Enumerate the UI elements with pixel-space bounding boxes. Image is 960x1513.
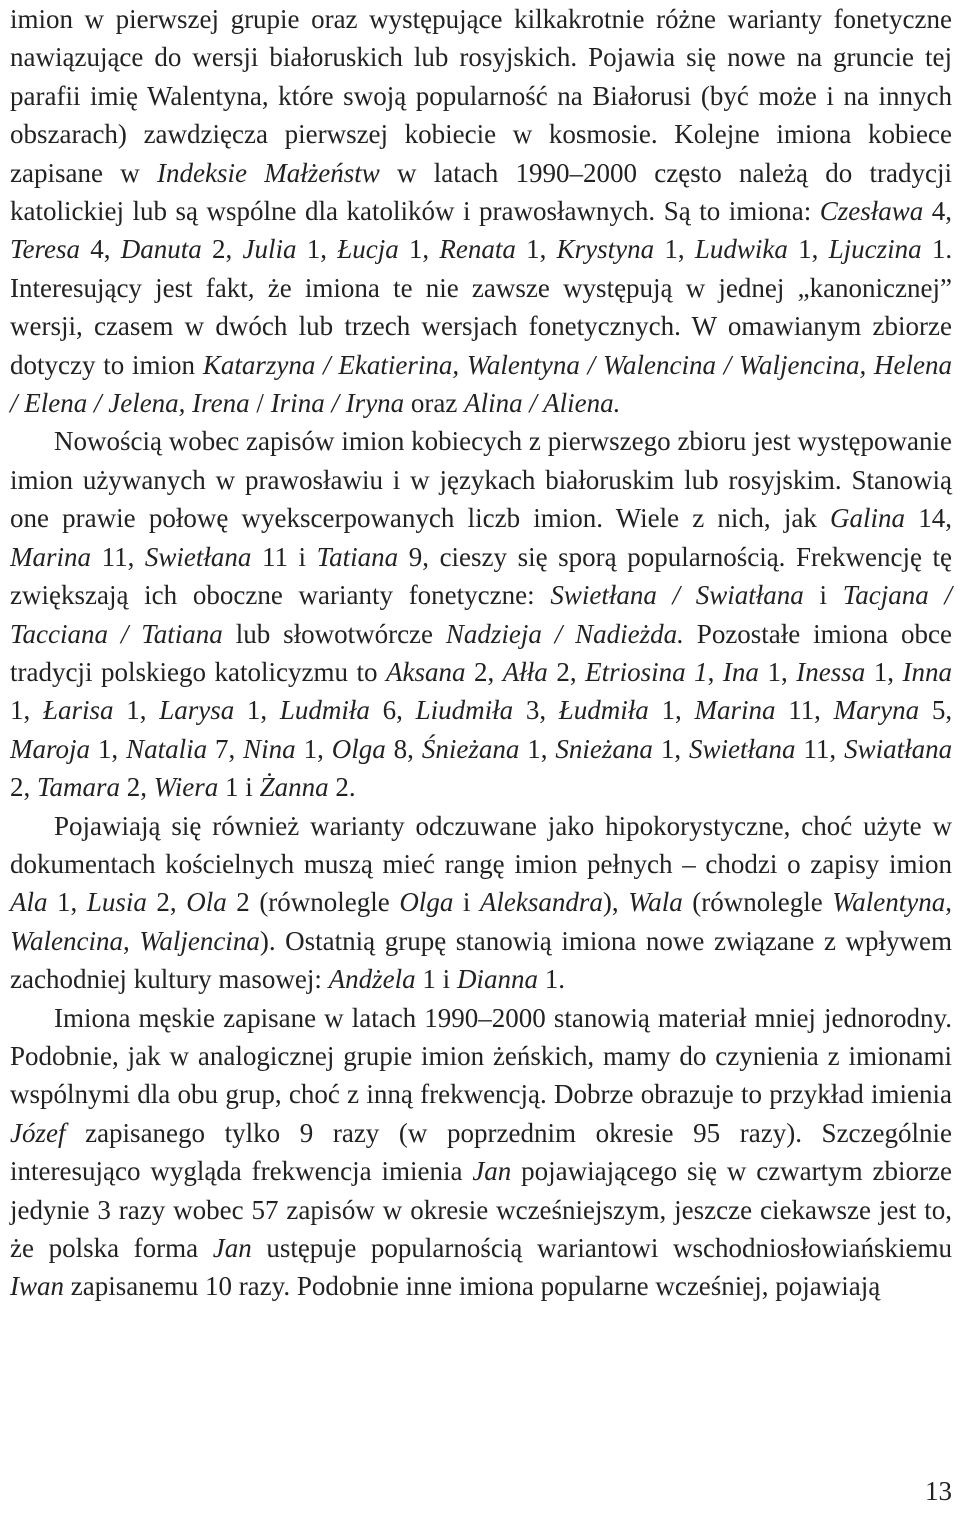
text-run: lub słowotwórcze <box>222 618 446 649</box>
text-run: 11, <box>775 695 834 726</box>
text-run: ustępuje popularnością wariantowi wschodniosłowiańskiemu <box>251 1233 952 1263</box>
text-run: 2 (równolegle <box>226 887 400 918</box>
italic-name: Marina <box>10 541 91 572</box>
text-run: 4, <box>80 234 121 265</box>
italic-name: Łucja <box>337 234 399 265</box>
italic-name: Lusia <box>86 887 147 918</box>
italic-name: Liudmiła <box>415 695 514 726</box>
italic-name: Julia <box>242 234 297 265</box>
italic-name: Józef <box>10 1117 66 1148</box>
paragraph-1 <box>10 0 952 422</box>
italic-name: Walentyna <box>832 887 946 918</box>
text-run: 2, <box>120 772 154 803</box>
italic-name: Wiera <box>153 772 219 803</box>
text-run: zapisanemu 10 razy. Podobnie inne imiona popularne wcześniej, pojawiają <box>64 1271 881 1302</box>
text-run: 2. <box>328 772 356 803</box>
page-number: 13 <box>925 1476 952 1506</box>
italic-name: Nadzieja / Nadieżda. <box>445 618 684 649</box>
text-run: 1 i <box>415 964 457 995</box>
italic-name: Andżela <box>328 964 416 995</box>
italic-name: Ałła <box>502 656 548 687</box>
italic-name: Czesława <box>819 196 924 227</box>
italic-name: Aksana <box>386 656 466 687</box>
text-run: 2, <box>201 234 243 265</box>
text-run: w latach 1990–2000 często należą do tradycji katolickiej lub są wspólne dla katolików i prawosławnych. Są to imiona: <box>10 157 952 227</box>
text-run: , <box>122 925 140 956</box>
text-run: 1, <box>758 656 797 687</box>
text-run: 1, <box>654 234 695 265</box>
text-run: 7, <box>207 733 244 764</box>
italic-name: Inna <box>902 656 953 687</box>
text-run: Pojawiają się również warianty odczuwane jako hipokorystyczne, choć użyte w dokumentach kościelnych muszą mieć rangę imion pełnych – chodzi o zapisy imion <box>10 810 952 879</box>
text-run: , <box>707 656 723 687</box>
italic-name: Ljuczina <box>828 234 922 265</box>
text-run: 1, <box>295 733 332 764</box>
text-run: 1, <box>90 733 127 764</box>
italic-name: Iwan <box>10 1271 64 1302</box>
text-run: 1, <box>787 234 829 265</box>
italic-name: Galina <box>830 503 906 534</box>
italic-name: Alina / Aliena. <box>464 388 621 419</box>
text-run: 1. Interesujący jest fakt, że imiona te nie zawsze występują w jednej „kanonicznej” wersji, czasem w dwóch lub trzech wersjach fonetycznych. W omawianym zbiorze dotyczy to imion <box>10 234 953 380</box>
text-run: ), <box>602 887 629 918</box>
text-run: 2, <box>10 772 37 803</box>
text-run: 1. <box>537 964 565 995</box>
paragraph-3 <box>10 807 952 999</box>
italic-name: Łudmiła <box>558 695 649 726</box>
text-run: 1, <box>296 234 338 265</box>
text-run: 6, <box>369 695 416 726</box>
italic-name: Jan <box>212 1233 252 1263</box>
italic-name: Aleksandra <box>479 887 603 918</box>
text-run: 1, <box>652 733 689 764</box>
italic-name: Olga <box>331 733 386 764</box>
text-run: oraz <box>404 388 465 419</box>
italic-name: Maroja <box>10 733 90 764</box>
text-run: imion w pierwszej grupie oraz występujące kilkakrotnie różne warianty fonetyczne nawiązujące do wersji białoruskich lub rosyjskich. Pojawia się nowe na gruncie tej parafii imię Walentyna, które swoją popularność na Białorusi (być może i na innych obszarach) zawdzięcza pierwszej kobiecie w kosmosie. Kolejne imiona kobiece zapisane w <box>10 4 952 188</box>
italic-name: Nina <box>243 733 296 764</box>
text-run: 1, <box>234 695 280 726</box>
italic-name: Renata <box>439 234 516 265</box>
italic-name: Łarisa <box>42 695 114 726</box>
text-run: 1, <box>113 695 160 726</box>
text-run: zapisanego tylko 9 razy (w poprzednim okresie 95 razy). Szczególnie interesująco wygląda frekwencja imienia <box>10 1117 952 1187</box>
italic-name: Katarzyna / Ekatierina, Walentyna / Walencina / Waljencina, Helena / Elena / Jelena, Irena <box>10 349 952 419</box>
italic-name: Walencina <box>10 925 123 956</box>
italic-name: Danuta <box>120 234 202 265</box>
text-run: Imiona męskie zapisane w latach 1990–2000 stanowią materiał mniej jednorodny. Podobnie, jak w analogicznej grupie imion żeńskich, mamy do czynienia z imionami wspólnymi dla obu grup, choć z inną frekwencją. Dobrze obrazuje to przykład imienia <box>10 1002 952 1110</box>
italic-name: Teresa <box>10 234 81 265</box>
text-run: 2, <box>465 656 503 687</box>
text-run: 4, <box>923 196 953 227</box>
text-run: 9, cieszy się sporą popularnością. Frekwencję tę zwiększają ich oboczne warianty fonetyczne: <box>10 541 952 611</box>
italic-name: Ludwika <box>694 234 788 265</box>
italic-name: Śnieżana <box>421 733 520 764</box>
italic-name: Olga <box>399 887 454 918</box>
text-run: 1 i <box>218 772 260 803</box>
italic-name: Tacjana / Tacciana / Tatiana <box>10 580 952 649</box>
italic-name: Snieżana <box>555 733 653 764</box>
text-run: 1, <box>865 656 903 687</box>
italic-name: Jan <box>472 1156 512 1187</box>
italic-name: Ludmiła <box>279 695 370 726</box>
italic-name: Tatiana <box>316 541 399 572</box>
text-run: 11, <box>91 541 145 572</box>
text-run: 11 i <box>251 541 317 572</box>
text-run: pojawiającego się w czwartym zbiorze jedynie 3 razy wobec 57 zapisów w okresie wcześniejszym, jeszcze ciekawsze jest to, że polska forma <box>10 1156 952 1263</box>
text-run: i <box>453 887 480 918</box>
italic-name: Waljencina <box>139 925 260 956</box>
text-run: Pozostałe imiona obce tradycji polskiego katolicyzmu to <box>10 618 952 687</box>
text-run: , <box>945 887 952 918</box>
text-run: i <box>803 580 843 611</box>
italic-name: Ina <box>722 656 759 687</box>
text-run: 1, <box>398 234 440 265</box>
text-run: 3, <box>513 695 559 726</box>
page-body <box>10 0 952 1306</box>
italic-name: Ala <box>10 887 48 918</box>
italic-name: Indeksie Małżeństw <box>157 157 380 188</box>
text-run: 14, <box>905 503 952 534</box>
text-run: 1, <box>648 695 695 726</box>
text-run: Nowością wobec zapisów imion kobiecych z pierwszego zbioru jest występowanie imion używanych w prawosławiu i w językach białoruskim lub rosyjskim. Stanowią one prawie połowę wyekscerpowanych liczb imion. Wiele z nich, jak <box>10 426 952 534</box>
italic-name: Wala <box>628 887 683 918</box>
text-run: 2, <box>146 887 187 918</box>
italic-name: Inessa <box>796 656 866 687</box>
italic-name: Maryna <box>833 695 920 726</box>
text-run: 8, <box>385 733 422 764</box>
text-run: 2, <box>547 656 586 687</box>
text-run: / <box>249 388 271 419</box>
italic-name: Dianna <box>456 964 538 995</box>
italic-name: Żanna <box>259 772 329 803</box>
text-run: (równolegle <box>682 887 833 918</box>
italic-name: Swietłana <box>144 541 252 572</box>
italic-name: Swietłana / Swiatłana <box>550 580 804 611</box>
italic-name: Swiatłana <box>844 733 953 764</box>
text-run: 1, <box>515 234 557 265</box>
italic-name: Natalia <box>126 733 208 764</box>
italic-name: Ola <box>186 887 227 918</box>
text-run: 1, <box>10 695 43 726</box>
text-run: 1, <box>47 887 87 918</box>
italic-name: Etriosina 1 <box>585 656 708 687</box>
text-run: 11, <box>795 733 845 764</box>
text-run: 1, <box>519 733 556 764</box>
italic-name: Krystyna <box>556 234 655 265</box>
text-run: 5, <box>919 695 953 726</box>
italic-name: Tamara <box>37 772 121 803</box>
italic-name: Larysa <box>159 695 235 726</box>
italic-name: Irina / Iryna <box>270 388 405 419</box>
text-run: ). Ostatnią grupę stanowią imiona nowe związane z wpływem zachodniej kultury masowej: <box>10 925 953 995</box>
paragraph-2 <box>10 422 952 806</box>
paragraph-4 <box>10 999 952 1306</box>
italic-name: Swietłana <box>689 733 796 764</box>
italic-name: Marina <box>694 695 776 726</box>
